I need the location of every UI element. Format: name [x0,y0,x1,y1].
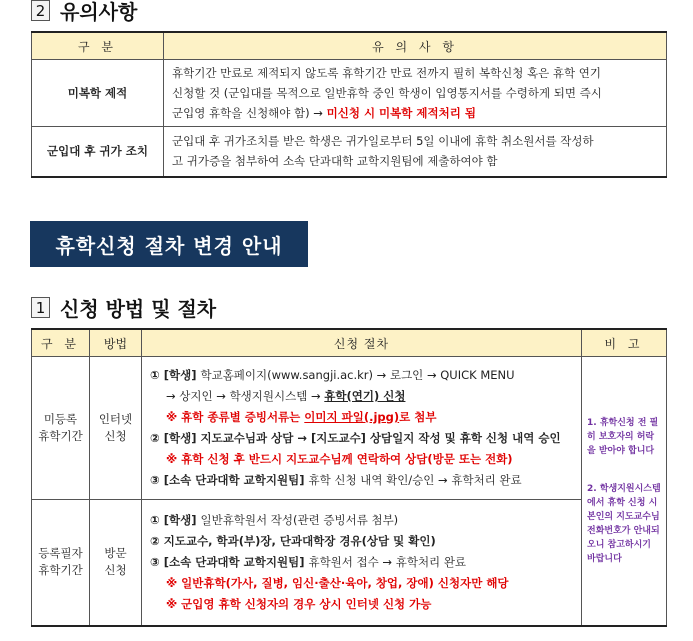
row-label: 군입대 후 귀가 조치 [32,127,164,177]
row-label: 미복학 제적 [32,60,164,127]
table-header-row [32,329,667,357]
step-text: 학교홈페이지(www.sangji.ac.kr) → 로그인 → QUICK MENU [200,368,515,382]
method-cell [90,500,142,626]
header-method: 방법 [90,329,142,357]
category-line: 미등록 [43,412,78,426]
procedure-table [31,328,667,627]
step-line: ② [학생] 지도교수님과 상담 → [지도교수] 상담일지 작성 및 휴학 신청 내역 승인 [150,431,561,445]
step-note: ※ 군입영 휴학 신청자의 경우 상시 인터넷 신청 가능 [166,596,432,611]
content-line: 휴학기간 만료로 제적되지 않도록 휴학기간 만료 전까지 필히 복학신청 혹은 휴학 연기 [172,66,602,80]
header-caution: 유 의 사 항 [164,32,667,60]
procedure-change-banner: 휴학신청 절차 변경 안내 [30,221,308,267]
table-row [32,500,667,626]
header-category: 구 분 [32,32,164,60]
step-text: 휴학원서 접수 → 휴학처리 완료 [308,554,467,569]
content-line [172,103,658,123]
remarks-cell [582,357,667,626]
step-line: ② 지도교수, 학과(부)장, 단과대학장 경유(상담 및 확인) [150,533,436,548]
step-text: 휴학 신청 내역 확인/승인 → 휴학처리 완료 [308,473,522,487]
caution-table [31,31,667,178]
content-line: 고 귀가증을 첨부하여 소속 단과대학 교학지원팀에 제출하여야 함 [172,154,498,169]
step-line [150,470,573,491]
category-line: 등록필자 [38,546,83,561]
step-line [150,510,573,531]
remark-2: 2. 학생지원시스템에서 휴학 신청 시 본인의 지도교수님 전화번호가 안내되오니 참고하시기 바랍니다 [587,483,661,564]
row-content [164,127,667,177]
table-row [32,60,667,127]
note-highlight: 이미지 파일(.jpg) [304,410,400,424]
section-method-heading [31,293,216,322]
table-row [32,127,667,177]
section-number-box: 1 [31,297,50,318]
note-text: 로 첨부 [399,410,437,424]
step-actor: ③ [소속 단과대학 교학지원팀] [150,554,309,569]
method-line: 신청 [104,563,127,578]
method-line: 인터넷 [98,412,133,426]
step-actor: ③ [소속 단과대학 교학지원팀] [150,473,309,487]
step-highlight: 휴학(연기) 신청 [324,389,406,403]
method-cell [90,357,142,500]
step-note: ※ 휴학 신청 후 반드시 지도교수님께 연락하여 상담(방문 또는 전화) [166,452,513,466]
category-cell [32,500,90,626]
category-line: 휴학기간 [38,563,83,578]
section-number-box: 2 [31,0,50,21]
content-text: 군입영 휴학을 신청해야 함) → [172,106,327,120]
header-procedure: 신청 절차 [142,329,582,357]
section-title: 유의사항 [60,0,138,24]
row-content [164,60,667,127]
step-actor: ① [학생] [150,512,201,527]
procedure-steps [142,500,582,626]
step-line [150,365,573,386]
section-caution-heading [31,0,137,25]
table-row [32,357,667,500]
header-remarks: 비 고 [582,329,667,357]
header-category: 구 분 [32,329,90,357]
table-header-row [32,32,667,60]
procedure-steps [142,357,582,500]
step-text: 일반휴학원서 작성(관련 증빙서류 첨부) [200,512,399,527]
section-title: 신청 방법 및 절차 [60,297,217,321]
category-line: 휴학기간 [38,429,83,443]
step-line [150,386,573,407]
method-line: 방문 [104,546,127,561]
content-line: 군입대 후 귀가조치를 받은 학생은 귀가일로부터 5일 이내에 휴학 취소원서를 작성하 [172,134,594,149]
category-cell [32,357,90,500]
step-note: ※ 일반휴학(가사, 질병, 임신·출산·육아, 창업, 장애) 신청자만 해당 [166,575,509,590]
warning-text: 미신청 시 미복학 제적처리 됨 [326,106,476,120]
remark-1: 1. 휴학신청 전 필히 보호자의 허락을 받아야 합니다 [587,417,659,456]
step-actor: ① [학생] [150,368,201,382]
note-text: ※ 휴학 종류별 증빙서류는 [166,410,305,424]
step-line [150,552,573,573]
method-line: 신청 [104,429,127,443]
step-note [150,407,573,428]
step-text: → 상지인 → 학생지원시스템 → [166,389,325,403]
content-line: 신청할 것 (군입대를 목적으로 일반휴학 중인 학생이 입영통지서를 수령하게 되면 즉시 [172,86,602,100]
